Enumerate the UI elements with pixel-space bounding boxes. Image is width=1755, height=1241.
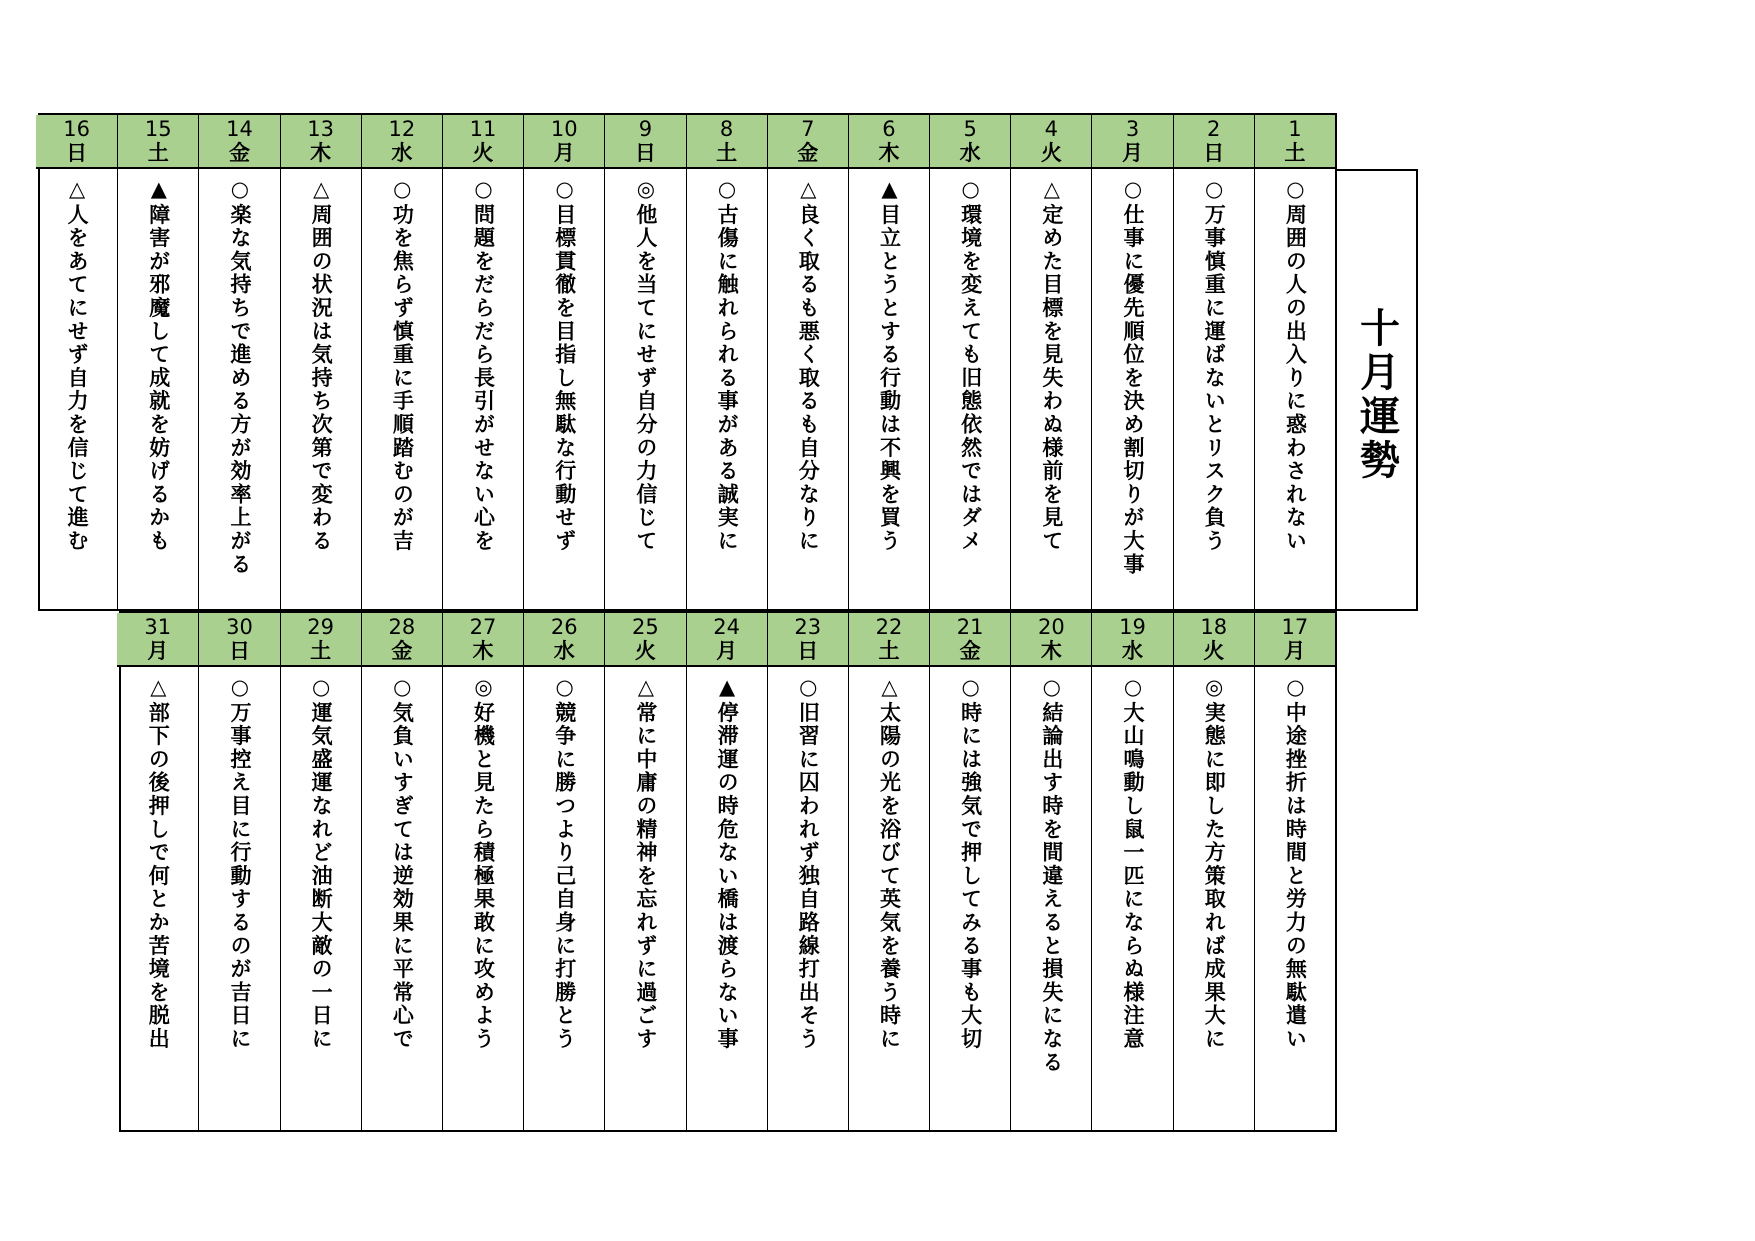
day-weekday: 日	[797, 639, 819, 663]
day-column	[1010, 613, 1091, 1130]
day-number: 25	[632, 615, 659, 639]
day-column	[442, 115, 523, 609]
day-header	[117, 613, 198, 667]
day-weekday: 月	[553, 141, 575, 165]
day-weekday: 火	[634, 639, 656, 663]
day-body	[36, 169, 117, 609]
day-column	[929, 613, 1010, 1130]
day-body	[768, 169, 848, 609]
day-weekday: 火	[472, 141, 494, 165]
fortune-text: ○目標貫徹を目指し無駄な行動せず	[552, 177, 577, 553]
page-title: 十月運勢	[1353, 307, 1400, 483]
day-weekday: 金	[797, 141, 819, 165]
day-column	[1254, 115, 1335, 609]
day-number: 27	[469, 615, 497, 639]
day-number: 18	[1200, 615, 1228, 639]
day-number: 29	[307, 615, 335, 639]
day-header	[768, 613, 848, 667]
day-weekday: 水	[959, 141, 981, 165]
day-column	[848, 115, 929, 609]
day-column	[604, 613, 685, 1130]
day-number: 23	[794, 615, 822, 639]
day-weekday: 木	[310, 141, 332, 165]
day-number: 22	[875, 615, 903, 639]
fortune-text: ○気負いすぎては逆効果に平常心で	[390, 675, 415, 1051]
day-body	[605, 667, 685, 1130]
day-header	[443, 115, 523, 169]
day-number: 10	[550, 117, 578, 141]
day-body	[687, 667, 767, 1130]
day-body	[362, 169, 442, 609]
day-number: 2	[1207, 117, 1221, 141]
day-column	[280, 613, 361, 1130]
day-number: 3	[1125, 117, 1140, 141]
calendar-table-top	[38, 113, 1337, 611]
day-header	[687, 613, 767, 667]
day-header	[1092, 613, 1172, 667]
day-header	[1092, 115, 1172, 169]
day-header	[687, 115, 767, 169]
day-column	[848, 613, 929, 1130]
day-header	[362, 115, 442, 169]
day-number: 28	[388, 615, 416, 639]
day-header	[1255, 115, 1335, 169]
day-weekday: 水	[391, 141, 413, 165]
day-body	[930, 169, 1010, 609]
day-number: 8	[719, 117, 734, 141]
day-column	[442, 613, 523, 1130]
day-number: 26	[550, 615, 578, 639]
day-column	[117, 115, 198, 609]
day-number: 15	[144, 117, 172, 141]
day-body	[849, 169, 929, 609]
day-weekday: 日	[634, 141, 656, 165]
day-body	[199, 667, 279, 1130]
day-weekday: 土	[878, 639, 900, 663]
day-weekday: 月	[1284, 639, 1306, 663]
day-number: 4	[1044, 117, 1059, 141]
fortune-text: ○運気盛運なれど油断大敵の一日に	[309, 675, 334, 1051]
day-body	[1174, 169, 1254, 609]
fortune-text: ○環境を変えても旧態依然ではダメ	[958, 177, 983, 553]
day-body	[281, 169, 361, 609]
day-number: 9	[638, 117, 653, 141]
day-number: 16	[63, 117, 90, 141]
day-column	[36, 115, 117, 609]
day-header	[768, 115, 848, 169]
day-header	[36, 115, 117, 169]
day-body	[362, 667, 442, 1130]
day-header	[1011, 115, 1091, 169]
day-weekday: 土	[310, 639, 332, 663]
calendar-table-bottom	[119, 611, 1337, 1132]
day-number: 20	[1037, 615, 1065, 639]
fortune-text: ▲障害が邪魔して成就を妨げるかも	[146, 177, 171, 553]
day-column	[929, 115, 1010, 609]
day-header	[1174, 115, 1254, 169]
fortune-text: ○周囲の人の出入りに惑わされない	[1283, 177, 1308, 553]
day-weekday: 木	[472, 639, 494, 663]
day-column	[686, 115, 767, 609]
day-body	[1011, 169, 1091, 609]
day-number: 17	[1281, 615, 1309, 639]
day-header	[281, 115, 361, 169]
day-weekday: 火	[1040, 141, 1062, 165]
day-weekday: 日	[228, 639, 250, 663]
day-column	[1010, 115, 1091, 609]
fortune-text: ○万事控え目に行動するのが吉日に	[227, 675, 252, 1051]
day-body	[1011, 667, 1091, 1130]
day-header	[524, 613, 604, 667]
fortune-text: △部下の後押しで何とか苦境を脱出	[146, 675, 171, 1051]
fortune-text: △良く取るも悪く取るも自分なりに	[796, 177, 821, 553]
day-header	[605, 115, 685, 169]
day-body	[1255, 667, 1335, 1130]
day-column	[767, 613, 848, 1130]
day-number: 30	[226, 615, 253, 639]
day-number: 19	[1119, 615, 1146, 639]
day-body	[1255, 169, 1335, 609]
day-weekday: 金	[391, 639, 413, 663]
day-column	[361, 613, 442, 1130]
day-number: 21	[956, 615, 984, 639]
day-body	[1174, 667, 1254, 1130]
day-header	[1011, 613, 1091, 667]
day-number: 7	[801, 117, 815, 141]
day-header	[199, 115, 279, 169]
day-number: 13	[307, 117, 335, 141]
day-column	[1254, 613, 1335, 1130]
day-column	[117, 613, 198, 1130]
day-number: 1	[1288, 117, 1302, 141]
fortune-text: △太陽の光を浴びて英気を養う時に	[877, 675, 902, 1051]
day-column	[686, 613, 767, 1130]
day-header	[281, 613, 361, 667]
day-number: 12	[388, 117, 416, 141]
day-header	[118, 115, 198, 169]
day-column	[604, 115, 685, 609]
fortune-text: ▲停滞運の時危ない橋は渡らない事	[715, 675, 740, 1051]
day-weekday: 水	[553, 639, 575, 663]
fortune-text: ○大山鳴動し鼠一匹にならぬ様注意	[1121, 675, 1146, 1051]
day-weekday: 金	[959, 639, 981, 663]
fortune-text: ○旧習に囚われず独自路線打出そう	[796, 675, 821, 1051]
day-column	[1173, 115, 1254, 609]
day-column	[1173, 613, 1254, 1130]
day-header	[443, 613, 523, 667]
day-body	[768, 667, 848, 1130]
day-header	[199, 613, 279, 667]
day-header	[1174, 613, 1254, 667]
day-column	[361, 115, 442, 609]
day-header	[849, 613, 929, 667]
day-body	[1092, 169, 1172, 609]
day-number: 31	[144, 615, 172, 639]
day-column	[523, 613, 604, 1130]
day-number: 14	[226, 117, 253, 141]
day-weekday: 月	[147, 639, 169, 663]
day-body	[117, 667, 198, 1130]
day-weekday: 木	[878, 141, 900, 165]
fortune-text: ○古傷に触れられる事がある誠実に	[715, 177, 740, 553]
day-column	[280, 115, 361, 609]
day-body	[524, 667, 604, 1130]
day-header	[605, 613, 685, 667]
day-weekday: 日	[66, 141, 88, 165]
day-number: 11	[469, 117, 497, 141]
day-body	[118, 169, 198, 609]
day-header	[524, 115, 604, 169]
day-body	[1092, 667, 1172, 1130]
day-weekday: 日	[1203, 141, 1225, 165]
fortune-text: △人をあてにせず自力を信じて進む	[65, 177, 90, 553]
day-number: 6	[882, 117, 896, 141]
day-body	[687, 169, 767, 609]
day-weekday: 土	[147, 141, 169, 165]
fortune-text: ○楽な気持ちで進める方が効率上がる	[227, 177, 252, 577]
day-weekday: 水	[1122, 639, 1144, 663]
day-weekday: 土	[716, 141, 738, 165]
day-number: 5	[963, 117, 977, 141]
title-box	[1337, 169, 1418, 611]
day-body	[849, 667, 929, 1130]
fortune-text: ○問題をだらだら長引がせない心を	[471, 177, 496, 553]
fortune-text: ○功を焦らず慎重に手順踏むのが吉	[390, 177, 415, 553]
day-weekday: 火	[1203, 639, 1225, 663]
fortune-text: ○仕事に優先順位を決め割切りが大事	[1121, 177, 1146, 577]
day-column	[1091, 115, 1172, 609]
day-weekday: 木	[1040, 639, 1062, 663]
day-body	[443, 667, 523, 1130]
day-header	[1255, 613, 1335, 667]
day-header	[930, 613, 1010, 667]
day-body	[199, 169, 279, 609]
fortune-text: △常に中庸の精神を忘れずに過ごす	[633, 675, 658, 1051]
day-column	[767, 115, 848, 609]
fortune-text: ○中途挫折は時間と労力の無駄遣い	[1283, 675, 1308, 1051]
day-column	[523, 115, 604, 609]
fortune-text: ▲目立とうとする行動は不興を買う	[877, 177, 902, 553]
day-body	[524, 169, 604, 609]
day-column	[1091, 613, 1172, 1130]
fortune-text: △定めた目標を見失わぬ様前を見て	[1039, 177, 1064, 553]
day-header	[849, 115, 929, 169]
day-number: 24	[713, 615, 740, 639]
day-weekday: 金	[228, 141, 250, 165]
day-body	[605, 169, 685, 609]
fortune-text: ◎他人を当てにせず自分の力信じて	[633, 177, 658, 553]
fortune-text: ○時には強気で押してみる事も大切	[958, 675, 983, 1051]
day-header	[362, 613, 442, 667]
day-column	[198, 115, 279, 609]
day-weekday: 土	[1284, 141, 1306, 165]
day-body	[930, 667, 1010, 1130]
fortune-text: ○万事慎重に運ばないとリスク負う	[1202, 177, 1227, 553]
day-header	[930, 115, 1010, 169]
fortune-text: ○競争に勝つより己自身に打勝とう	[552, 675, 577, 1051]
fortune-text: ◎実態に即した方策取れば成果大に	[1202, 675, 1227, 1051]
day-weekday: 月	[1122, 141, 1144, 165]
day-body	[281, 667, 361, 1130]
fortune-text: ○結論出す時を間違えると損失になる	[1039, 675, 1064, 1075]
day-body	[443, 169, 523, 609]
fortune-text: △周囲の状況は気持ち次第で変わる	[309, 177, 334, 553]
day-column	[198, 613, 279, 1130]
day-weekday: 月	[716, 639, 738, 663]
fortune-text: ◎好機と見たら積極果敢に攻めよう	[471, 675, 496, 1051]
